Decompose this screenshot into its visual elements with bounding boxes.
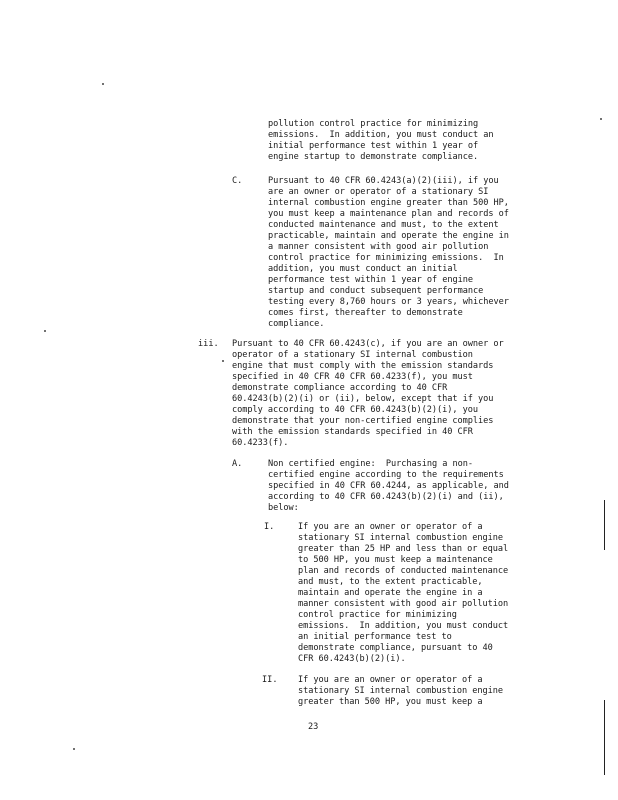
scan-edge-line (604, 700, 605, 775)
section-iii-line: engine that must comply with the emission standards (232, 361, 494, 371)
section-I-line: If you are an owner or operator of a (298, 522, 483, 532)
page-number: 23 (308, 722, 319, 732)
section-c-line: compliance. (268, 319, 325, 329)
section-c-line: Pursuant to 40 CFR 60.4243(a)(2)(iii), if you (268, 176, 499, 186)
section-I-line: stationary SI internal combustion engine (298, 533, 503, 543)
section-I-line: to 500 HP, you must keep a maintenance (298, 555, 493, 565)
continuation-line: emissions. In addition, you must conduct an (268, 130, 494, 140)
section-I-line: maintain and operate the engine in a (298, 588, 483, 598)
section-c-line: comes first, thereafter to demonstrate (268, 308, 463, 318)
section-c-line: are an owner or operator of a stationary SI (268, 187, 489, 197)
section-a-line: according to 40 CFR 60.4243(b)(2)(i) and (ii), (268, 492, 504, 502)
section-c-line: a manner consistent with good air pollution (268, 242, 489, 252)
section-I-line: and must, to the extent practicable, (298, 577, 483, 587)
section-c-line: performance test within 1 year of engine (268, 275, 473, 285)
section-c-line: control practice for minimizing emissions. In (268, 253, 504, 263)
section-a-line: Non certified engine: Purchasing a non- (268, 459, 473, 469)
section-iii-line: Pursuant to 40 CFR 60.4243(c), if you are an owner or (232, 339, 504, 349)
section-I-line: an initial performance test to (298, 632, 452, 642)
section-II-line: stationary SI internal combustion engine (298, 686, 503, 696)
section-iii-line: 60.4233(f). (232, 438, 289, 448)
section-c-line: conducted maintenance and must, to the extent (268, 220, 499, 230)
section-c-line: you must keep a maintenance plan and records of (268, 209, 509, 219)
section-I-line: manner consistent with good air pollution (298, 599, 509, 609)
section-I-line: CFR 60.4243(b)(2)(i). (298, 654, 406, 664)
section-c-line: startup and conduct subsequent performance (268, 286, 484, 296)
section-I-line: control practice for minimizing (298, 610, 457, 620)
section-c-line: practicable, maintain and operate the engine in (268, 231, 509, 241)
section-iii-line: demonstrate compliance according to 40 CFR (232, 383, 448, 393)
section-II-line: greater than 500 HP, you must keep a (298, 697, 483, 707)
section-iii-line: demonstrate that your non-certified engine complies (232, 416, 494, 426)
section-II-marker: II. (262, 675, 278, 685)
section-c-line: internal combustion engine greater than 500 HP, (268, 198, 509, 208)
section-iii-marker: iii. (198, 339, 219, 349)
section-c-line: testing every 8,760 hours or 3 years, whichever (268, 297, 509, 307)
section-c-line: addition, you must conduct an initial (268, 264, 458, 274)
section-I-line: plan and records of conducted maintenance (298, 566, 509, 576)
scan-edge-line (604, 500, 605, 550)
section-II-line: If you are an owner or operator of a (298, 675, 483, 685)
section-a-line: specified in 40 CFR 60.4244, as applicable, and (268, 481, 509, 491)
section-a-line: certified engine according to the requirements (268, 470, 504, 480)
continuation-line: engine startup to demonstrate compliance. (268, 152, 479, 162)
section-c-marker: C. (232, 176, 243, 186)
scan-speck (73, 748, 75, 750)
section-iii-line: 60.4243(b)(2)(i) or (ii), below, except that if you (232, 394, 494, 404)
scan-speck (44, 330, 46, 332)
section-iii-line: specified in 40 CFR 40 CFR 60.4233(f), you must (232, 372, 473, 382)
section-iii-line: operator of a stationary SI internal combustion (232, 350, 473, 360)
continuation-line: pollution control practice for minimizing (268, 119, 479, 129)
continuation-line: initial performance test within 1 year of (268, 141, 479, 151)
scan-speck (600, 118, 602, 120)
scan-speck (222, 360, 224, 362)
section-a-line: below: (268, 503, 299, 513)
section-I-line: demonstrate compliance, pursuant to 40 (298, 643, 493, 653)
section-I-line: emissions. In addition, you must conduct (298, 621, 509, 631)
section-iii-line: with the emission standards specified in 40 CFR (232, 427, 473, 437)
section-I-line: greater than 25 HP and less than or equal (298, 544, 509, 554)
section-I-marker: I. (264, 522, 275, 532)
section-a-marker: A. (232, 459, 243, 469)
scan-speck (102, 83, 104, 85)
section-iii-line: comply according to 40 CFR 60.4243(b)(2)(i), you (232, 405, 478, 415)
